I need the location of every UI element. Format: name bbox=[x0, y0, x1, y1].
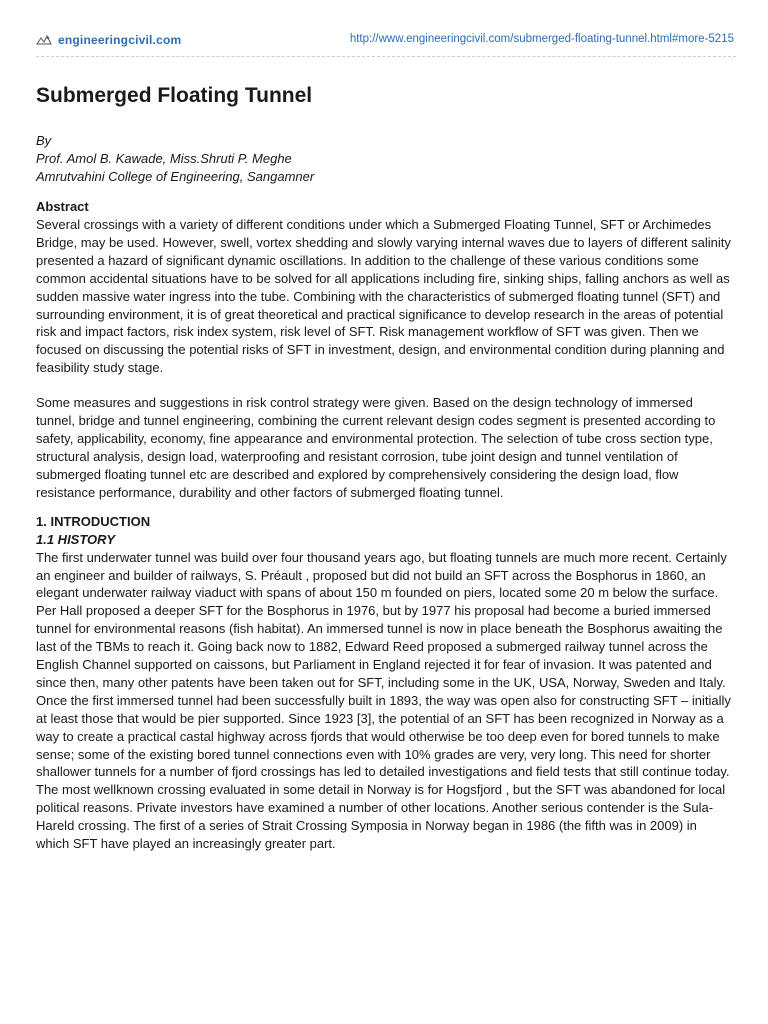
site-brand[interactable] bbox=[36, 33, 181, 47]
byline-by: By bbox=[36, 133, 52, 148]
site-name-link[interactable]: engineeringcivil.com bbox=[58, 33, 182, 47]
byline-affiliation: Amrutvahini College of Engineering, Sangamner bbox=[36, 169, 315, 184]
abstract-paragraph-2: Some measures and suggestions in risk control strategy were given. Based on the design technology of immersed tunnel, bridge and tunnel engineering, combining the current relevant design codes segment is presented according to safety, applicability, economy, fine appearance and environmental protection. The selection of tube cross section type, structural analysis, design load, waterproofing and resistant corrosion, tube joint design and tunnel ventilation of submerged floating tunnel etc are described and explored by comprehensively considering the design load, flow resistance performance, durability and other factors of submerged floating tunnel. bbox=[36, 395, 716, 500]
byline-authors: Prof. Amol B. Kawade, Miss.Shruti P. Meghe bbox=[36, 151, 292, 166]
abstract-heading: Abstract bbox=[36, 199, 89, 214]
abstract-paragraph-1: Several crossings with a variety of different conditions under which a Submerged Floating Tunnel, SFT or Archimedes Bridge, may be used. However, swell, vortex shedding and slowly varying internal waves due to layers of different salinity presented a hazard of significant dynamic oscillations. In addition to the challenge of these various conditions some common accidental situations have to be solved for all applications including fire, sinking ships, falling anchors as well as sudden massive water ingress into the tube. Combining with the characteristics of submerged floating tunnel (SFT) and surrounding environment, it is of great theoretical and practical significance to develop research in the areas of potential risk and impact factors, risk index system, risk level of SFT. Risk management workflow of SFT was given. Then we focused on discussing the potential risks of SFT in investment, design, and environmental condition during planning and feasibility study stage. bbox=[36, 217, 731, 376]
history-paragraph: The first underwater tunnel was build over four thousand years ago, but floating tunnels are much more recent. Certainly an engineer and builder of railways, S. Préault , proposed but did not build an SFT across the Bosphorus in 1860, an elegant underwater railway viaduct with spans of about 150 m founded on piers, located some 20 m below the surface. Per Hall proposed a deeper SFT for the Bosphorus in 1976, but by 1977 his proposal had become a buried immersed tunnel for environmental reasons (fish habitat). An immersed tunnel is now in place beneath the Bosphorus awaiting the last of the TBMs to reach it. Going back now to 1882, Edward Reed proposed a submerged railway tunnel across the English Channel supported on caissons, but Parliament in England rejected it for fear of invasion. It was patented and since then, many other patents have been taken out for SFT, including some in the UK, USA, Norway, Sweden and Italy. Once the first immersed tunnel had been successfully built in 1893, the way was open also for constructing SFT – initially at least those that would be pier supported. Since 1923 [3], the potential of an SFT has been recognized in Norway as a way to create a practical castal highway across fjords that would otherwise be too deep even for bored tunnels to make sense; some of the existing bored tunnel connections even with 10% grades are very, very long. This need for shorter shallower tunnels for a number of fjord crossings has led to detailed investigations and field tests that still continue today. The most wellknown crossing evaluated in some detail in Norway is for Hogsfjord , but the SFT was abandoned for local political reasons. Private investors have examined a number of other locations. Another serious contender is the Sula-Hareld crossing. The first of a series of Strait Crossing Symposia in Norway began in 1986 (the fifth was in 2009) in which SFT have played an increasingly greater part. bbox=[36, 549, 731, 852]
page-url-link[interactable]: http://www.engineeringcivil.com/submerged-floating-tunnel.html#more-5215 bbox=[349, 33, 734, 45]
byline bbox=[36, 132, 732, 186]
site-logo-icon bbox=[36, 34, 52, 46]
page-header bbox=[36, 0, 736, 57]
history-subheading: 1.1 HISTORY bbox=[36, 531, 115, 547]
introduction-heading: 1. INTRODUCTION bbox=[36, 513, 151, 529]
article-title: Submerged Floating Tunnel bbox=[36, 84, 313, 107]
